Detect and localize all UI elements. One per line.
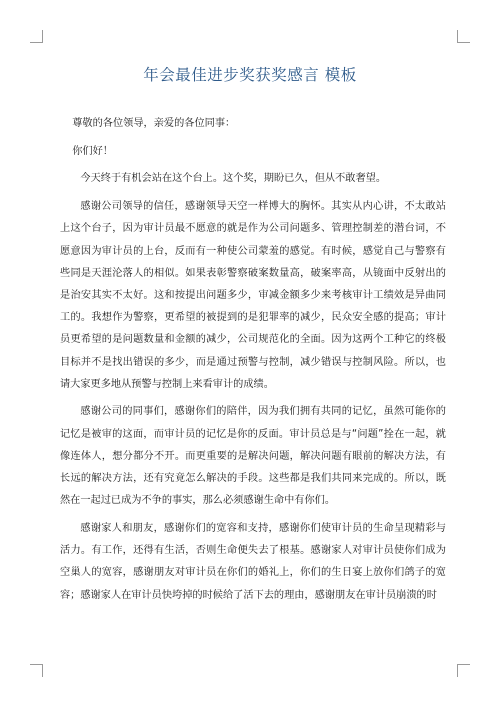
document-body <box>60 113 446 612</box>
crop-mark-top-left <box>30 30 43 43</box>
paragraph: 感谢家人和朋友，感谢你们的宽容和支持，感谢你们使审计员的生命呈现精彩与活力。有工作，还得有生活，否则生命便失去了根基。感谢家人对审计员使你们成为空巢人的宽容，感谢朋友对审计员在你们的婚礼上，你们的生日宴上放你们鸽子的宽容；感谢家人在审计员快垮掉的时候给了活下去的理由，感谢朋友在审计员崩溃的时 <box>60 522 446 601</box>
document-title: 年会最佳进步奖获奖感言 模板 <box>143 66 357 84</box>
salutation: 尊敬的各位领导，亲爱的各位同事： <box>72 118 236 129</box>
paragraph: 感谢公司的同事们，感谢你们的陪伴，因为我们拥有共同的记忆，虽然可能你的记忆是被审的这面，而审计员的记忆是你的反面。审计员总是与“问题”拴在一起，就像连体人，想分都分不开。而更重要的是解决问题，解决问题有眼前的解决方法，有长远的解决方法，还有究竟怎么解决的手段。这些都是我们共同来完成的。所以，既然在一起过已成为不争的事实，那么必须感谢生命中有你们。 <box>60 406 446 507</box>
paragraph: 感谢公司领导的信任，感谢领导天空一样博大的胸怀。其实从内心讲，不太敢站上这个台子，因为审计员最不愿意的就是作为公司问题多、管理控制差的潜台词，不愿意因为审计员的上台，反而有一种使公司蒙羞的感觉。有时候，感觉自己与警察有些同是天涯沦落人的相似。如果表彰警察破案数量高，破案率高，从镜面中反射出的是治安其实不太好。这和按提出问题多少，审减金额多少来考核审计工绩效是异曲同工的。我想作为警察，更希望的被提到的是犯罪率的减少，民众安全感的提高；审计员更希望的是问题数量和金额的减少，公司规范化的全面。因为这两个工种它的终极目标并不是找出错误的多少，而是通过预警与控制，减少错误与控制风险。所以，也请大家更多地从预警与控制上来看审计的成绩。 <box>60 201 446 390</box>
crop-mark-top-right <box>457 30 470 43</box>
crop-mark-bottom-right <box>457 664 470 677</box>
crop-mark-bottom-left <box>30 664 43 677</box>
greeting: 你们好！ <box>72 145 113 157</box>
paragraph: 今天终于有机会站在这个台上。这个奖，期盼已久，但从不敢奢望。 <box>80 173 387 185</box>
